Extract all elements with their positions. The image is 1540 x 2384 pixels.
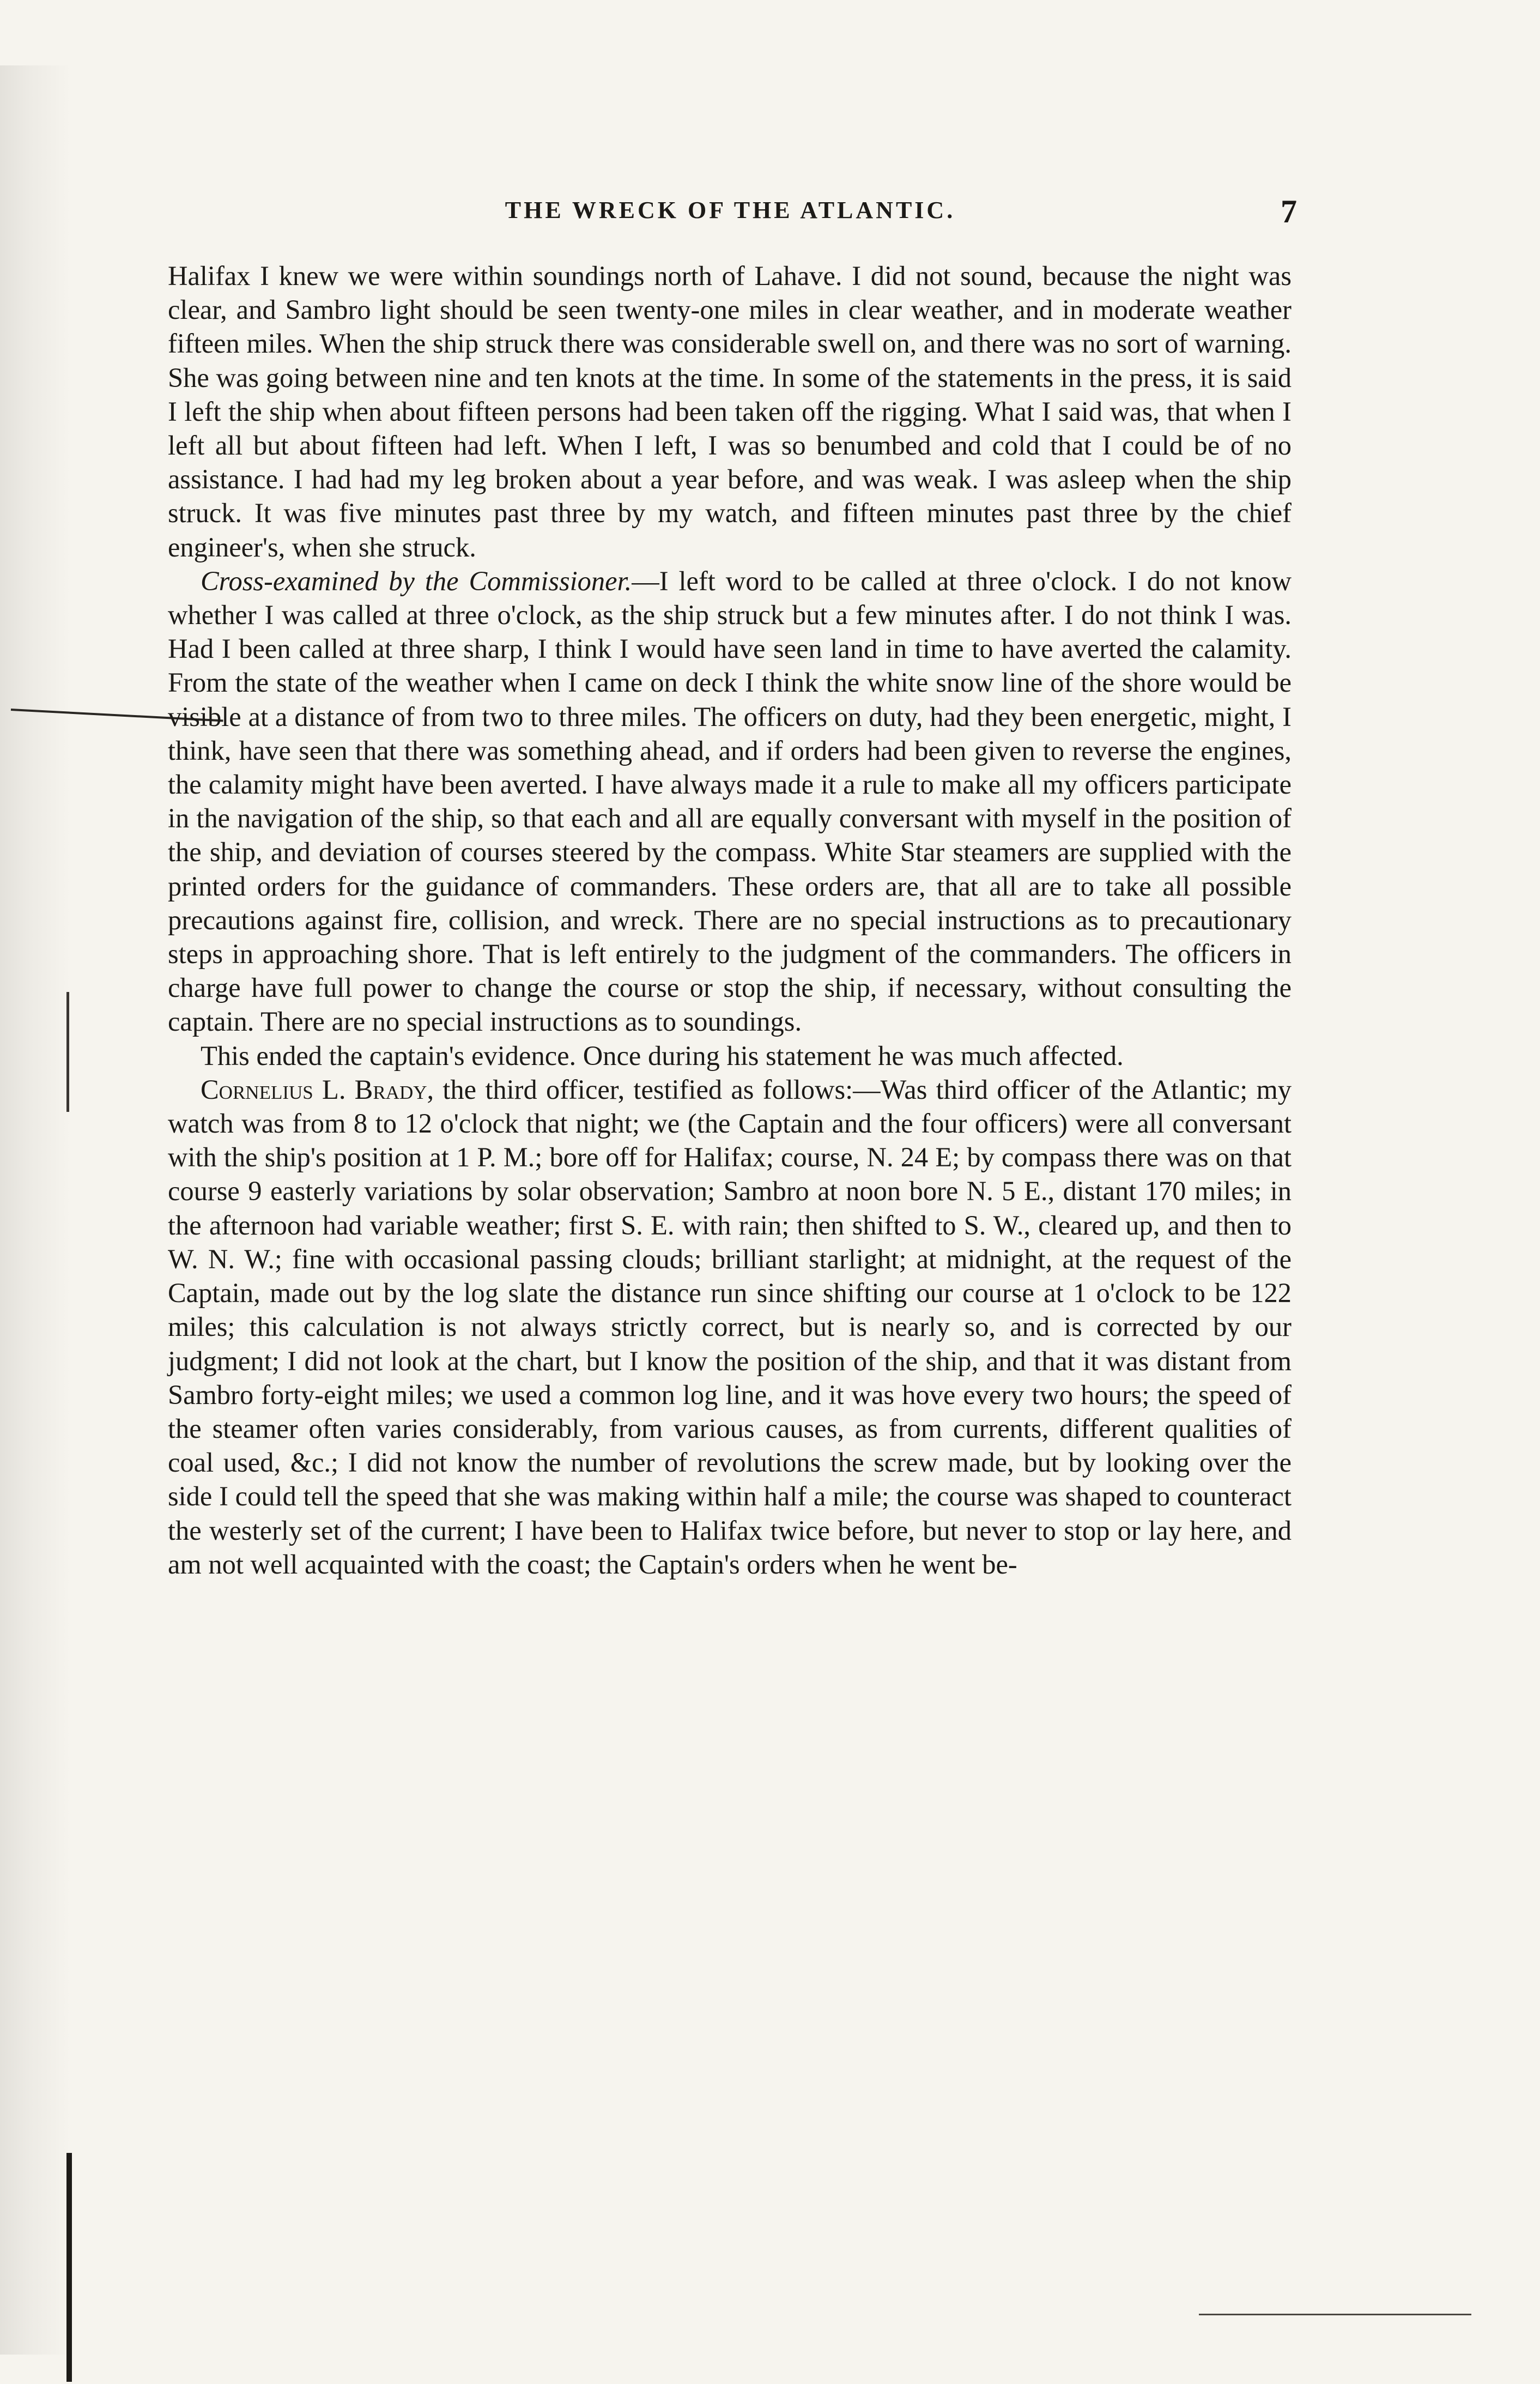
brady-testimony-text: , the third officer, testified as follows:—Was third officer of the Atlantic; my watch was from 8 to 12 o'clock that night; we (the Captain and the four officers) were all conversant with the ship's position at 1 P. M.; bore off for Halifax; course, N. 24 E; by compass there was on that course 9 easterly variations by solar observation; Sambro at noon bore N. 5 E., distant 170 miles; in the afternoon had variable weather; first S. E. with rain; then shifted to S. W., cleared up, and then to W. N. W.; fine with occasional passing clouds; brilliant starlight; at midnight, at the request of the Captain, made out by the log slate the distance run since shifting our course at 1 o'clock to be 122 miles; this calculation is not always strictly correct, but is nearly so, and is corrected by our judgment; I did not look at the chart, but I know the position of the ship, and that it was distant from Sambro forty-eight miles; we used a common log line, and it was hove every two hours; the speed of the steamer often varies considerably, from various causes, as from currents, different qualities of coal used, &c.; I did not know the number of revolutions the screw made, but by looking over the side I could tell the speed that she was making within half a mile; the course was shaped to counteract the westerly set of the current; I have been to Halifax twice before, but never to stop or lay here, and am not well acquainted with the coast; the Captain's orders when he went be- [168, 1074, 1292, 1580]
witness-name: Cornelius L. Brady [201, 1074, 427, 1105]
paragraph-evidence-end: This ended the captain's evidence. Once during his statement he was much affected. [201, 1040, 1124, 1071]
binding-mark-bottom [66, 2153, 72, 2382]
bottom-rule [1199, 2314, 1471, 2315]
paragraph-brady-testimony [168, 1073, 1292, 1581]
running-title: THE WRECK OF THE ATLANTIC. [505, 197, 956, 223]
paragraph-captain-testimony: Halifax I knew we were within soundings north of Lahave. I did not sound, because the night was clear, and Sambro light should be seen twenty-one miles in clear weather, and in moderate weather fifteen miles. When the ship struck there was considerable swell on, and there was no sort of warning. She was going between nine and ten knots at the time. In some of the statements in the press, it is said I left the ship when about fifteen persons had been taken off the rigging. What I said was, that when I left all but about fifteen had left. When I left, I was so benumbed and cold that I could be of no assistance. I had had my leg broken about a year before, and was weak. I was asleep when the ship struck. It was five minutes past three by my watch, and fifteen minutes past three by the chief engineer's, when she struck. [168, 261, 1292, 562]
body-text [168, 259, 1292, 1581]
page-number: 7 [1281, 193, 1297, 229]
binding-mark [66, 992, 69, 1112]
page-left-edge-shadow [0, 65, 71, 2355]
cross-examination-text: —I left word to be called at three o'clock. I do not know whether I was called at three o'clock, as the ship struck but a few minutes after. I do not think I was. Had I been called at three sharp, I think I would have seen land in time to have averted the calamity. From the state of the weather when I came on deck I think the white snow line of the shore would be visible at a distance of from two to three miles. The officers on duty, had they been energetic, might, I think, have seen that there was something ahead, and if orders had been given to reverse the engines, the calamity might have been averted. I have always made it a rule to make all my officers participate in the navigation of the ship, so that each and all are equally conversant with myself in the position of the ship, and deviation of courses steered by the compass. White Star steamers are supplied with the printed orders for the guidance of commanders. These orders are, that all are to take all possible precautions against fire, collision, and wreck. There are no special instructions as to precautionary steps in approaching shore. That is left entirely to the judgment of the commanders. The officers in charge have full power to change the course or stop the ship, if necessary, without consulting the captain. There are no special instructions as to soundings. [168, 565, 1292, 1037]
cross-examination-label: Cross-examined by the Commissioner. [201, 565, 632, 596]
paragraph-cross-examination [168, 564, 1292, 1039]
page-header [163, 193, 1297, 245]
